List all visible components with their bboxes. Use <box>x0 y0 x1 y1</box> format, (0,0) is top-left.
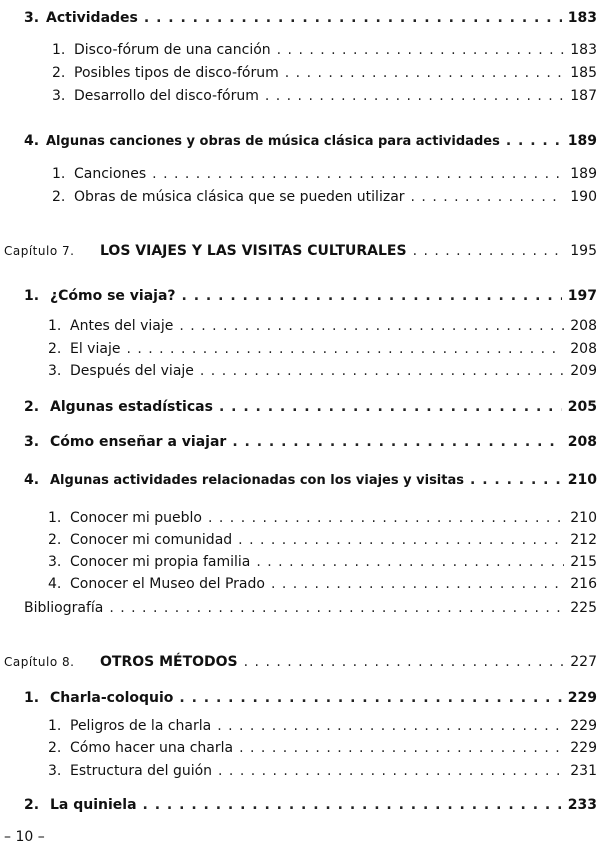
entry-title: Canciones <box>74 166 147 182</box>
dot-leader <box>506 131 562 151</box>
toc-entry <box>24 470 597 491</box>
entry-page: 210 <box>567 472 597 488</box>
dot-leader <box>126 339 564 359</box>
entry-title: Algunas estadísticas <box>50 399 213 415</box>
entry-page: 216 <box>570 576 597 592</box>
entry-page: 189 <box>570 166 597 182</box>
entry-number: 1. <box>24 690 40 706</box>
entry-number: 3. <box>52 88 66 104</box>
dot-leader <box>411 187 565 207</box>
dot-leader <box>200 361 564 381</box>
toc-entry <box>24 397 597 417</box>
dot-leader <box>265 86 564 106</box>
entry-page: 208 <box>567 434 597 450</box>
entry-number: 3. <box>24 10 40 26</box>
entry-title: ¿Cómo se viaja? <box>50 288 176 304</box>
entry-page: 229 <box>570 740 597 756</box>
toc-entry <box>24 131 597 152</box>
entry-number: 2. <box>48 341 62 357</box>
dot-leader <box>285 63 565 83</box>
chapter-title: LOS VIAJES Y LAS VISITAS CULTURALES <box>100 243 407 259</box>
dot-leader <box>179 316 564 336</box>
entry-title: La quiniela <box>50 797 137 813</box>
toc-entry <box>48 316 597 336</box>
entry-page: 183 <box>570 42 597 58</box>
toc-entry <box>48 761 597 781</box>
toc-entry <box>52 63 597 83</box>
dot-leader <box>109 598 564 618</box>
entry-number: 1. <box>48 318 62 334</box>
entry-number: 1. <box>52 42 66 58</box>
entry-number: 1. <box>24 288 40 304</box>
entry-page: 215 <box>570 554 597 570</box>
entry-page: 229 <box>567 690 597 706</box>
entry-page: 225 <box>570 600 597 616</box>
dot-leader <box>208 508 564 528</box>
dot-leader <box>218 761 564 781</box>
toc-entry <box>48 574 597 594</box>
dot-leader <box>152 164 564 184</box>
entry-title: Conocer mi pueblo <box>70 510 202 526</box>
dot-leader <box>232 432 561 452</box>
dot-leader <box>217 716 564 736</box>
entry-number: 4. <box>48 576 62 592</box>
dot-leader <box>143 795 562 815</box>
entry-page: 195 <box>570 243 597 259</box>
entry-number: 1. <box>48 510 62 526</box>
entry-page: 183 <box>567 10 597 26</box>
dot-leader <box>277 40 565 60</box>
entry-page: 208 <box>570 318 597 334</box>
entry-title: Después del viaje <box>70 363 194 379</box>
entry-page: 233 <box>567 797 597 813</box>
entry-page: 185 <box>570 65 597 81</box>
entry-title: Bibliografía <box>24 600 104 616</box>
entry-number: 2. <box>52 189 66 205</box>
entry-number: 4. <box>24 133 40 149</box>
toc-entry <box>48 716 597 736</box>
chapter-number: Capítulo 8. <box>4 655 75 669</box>
entry-number: 2. <box>24 797 40 813</box>
entry-title: Estructura del guión <box>70 763 213 779</box>
dot-leader <box>144 8 562 28</box>
dot-leader <box>244 652 565 672</box>
dot-leader <box>271 574 564 594</box>
entry-title: Obras de música clásica que se pueden utilizar <box>74 189 405 205</box>
entry-page: 187 <box>570 88 597 104</box>
entry-number: 3. <box>24 434 40 450</box>
entry-title: Antes del viaje <box>70 318 174 334</box>
entry-title: Cómo hacer una charla <box>70 740 234 756</box>
toc-entry <box>52 40 597 60</box>
toc-entry <box>24 688 597 708</box>
toc-entry <box>48 508 597 528</box>
chapter-number: Capítulo 7. <box>4 244 75 258</box>
toc-entry <box>48 530 597 550</box>
page-number-footer: – 10 – <box>4 829 45 845</box>
dot-leader <box>256 552 564 572</box>
entry-title: Charla-coloquio <box>50 690 174 706</box>
entry-page: 227 <box>570 654 597 670</box>
dot-leader <box>413 241 565 261</box>
entry-title: Peligros de la charla <box>70 718 212 734</box>
entry-number: 4. <box>24 472 40 488</box>
dot-leader <box>470 470 562 490</box>
chapter-heading <box>4 241 597 261</box>
entry-number: 2. <box>24 399 40 415</box>
toc-entry <box>48 339 597 359</box>
toc-entry <box>52 86 597 106</box>
entry-title: Conocer mi propia familia <box>70 554 251 570</box>
entry-number: 3. <box>48 763 62 779</box>
toc-entry <box>52 187 597 207</box>
entry-number: 2. <box>48 532 62 548</box>
entry-title: Actividades <box>46 10 138 26</box>
entry-number: 1. <box>52 166 66 182</box>
toc-entry <box>24 8 597 28</box>
entry-title: Algunas actividades relacionadas con los viajes y visitas <box>50 473 464 488</box>
toc-entry <box>48 361 597 381</box>
dot-leader <box>219 397 562 417</box>
toc-entry <box>52 164 597 184</box>
entry-page: 189 <box>567 133 597 149</box>
toc-entry <box>24 432 597 452</box>
entry-number: 3. <box>48 363 62 379</box>
dot-leader <box>238 530 564 550</box>
entry-title: Desarrollo del disco-fórum <box>74 88 259 104</box>
entry-number: 3. <box>48 554 62 570</box>
entry-title: Disco-fórum de una canción <box>74 42 271 58</box>
toc-entry <box>48 738 597 758</box>
entry-page: 212 <box>570 532 597 548</box>
entry-page: 231 <box>570 763 597 779</box>
entry-title: Cómo enseñar a viajar <box>50 434 227 450</box>
toc-entry <box>24 795 597 815</box>
entry-page: 210 <box>570 510 597 526</box>
entry-title: Conocer mi comunidad <box>70 532 233 548</box>
dot-leader <box>179 688 561 708</box>
entry-number: 2. <box>48 740 62 756</box>
toc-entry <box>24 286 597 306</box>
toc-entry <box>24 598 597 618</box>
entry-number: 2. <box>52 65 66 81</box>
dot-leader <box>239 738 564 758</box>
toc-entry <box>48 552 597 572</box>
entry-title: El viaje <box>70 341 121 357</box>
entry-number: 1. <box>48 718 62 734</box>
chapter-title: OTROS MÉTODOS <box>100 654 238 670</box>
entry-page: 190 <box>570 189 597 205</box>
entry-page: 197 <box>567 288 597 304</box>
dot-leader <box>182 286 562 306</box>
entry-page: 229 <box>570 718 597 734</box>
entry-page: 209 <box>570 363 597 379</box>
entry-page: 205 <box>567 399 597 415</box>
entry-title: Posibles tipos de disco-fórum <box>74 65 279 81</box>
entry-title: Conocer el Museo del Prado <box>70 576 265 592</box>
entry-page: 208 <box>570 341 597 357</box>
entry-title: Algunas canciones y obras de música clásica para actividades <box>46 134 500 149</box>
chapter-heading <box>4 652 597 672</box>
